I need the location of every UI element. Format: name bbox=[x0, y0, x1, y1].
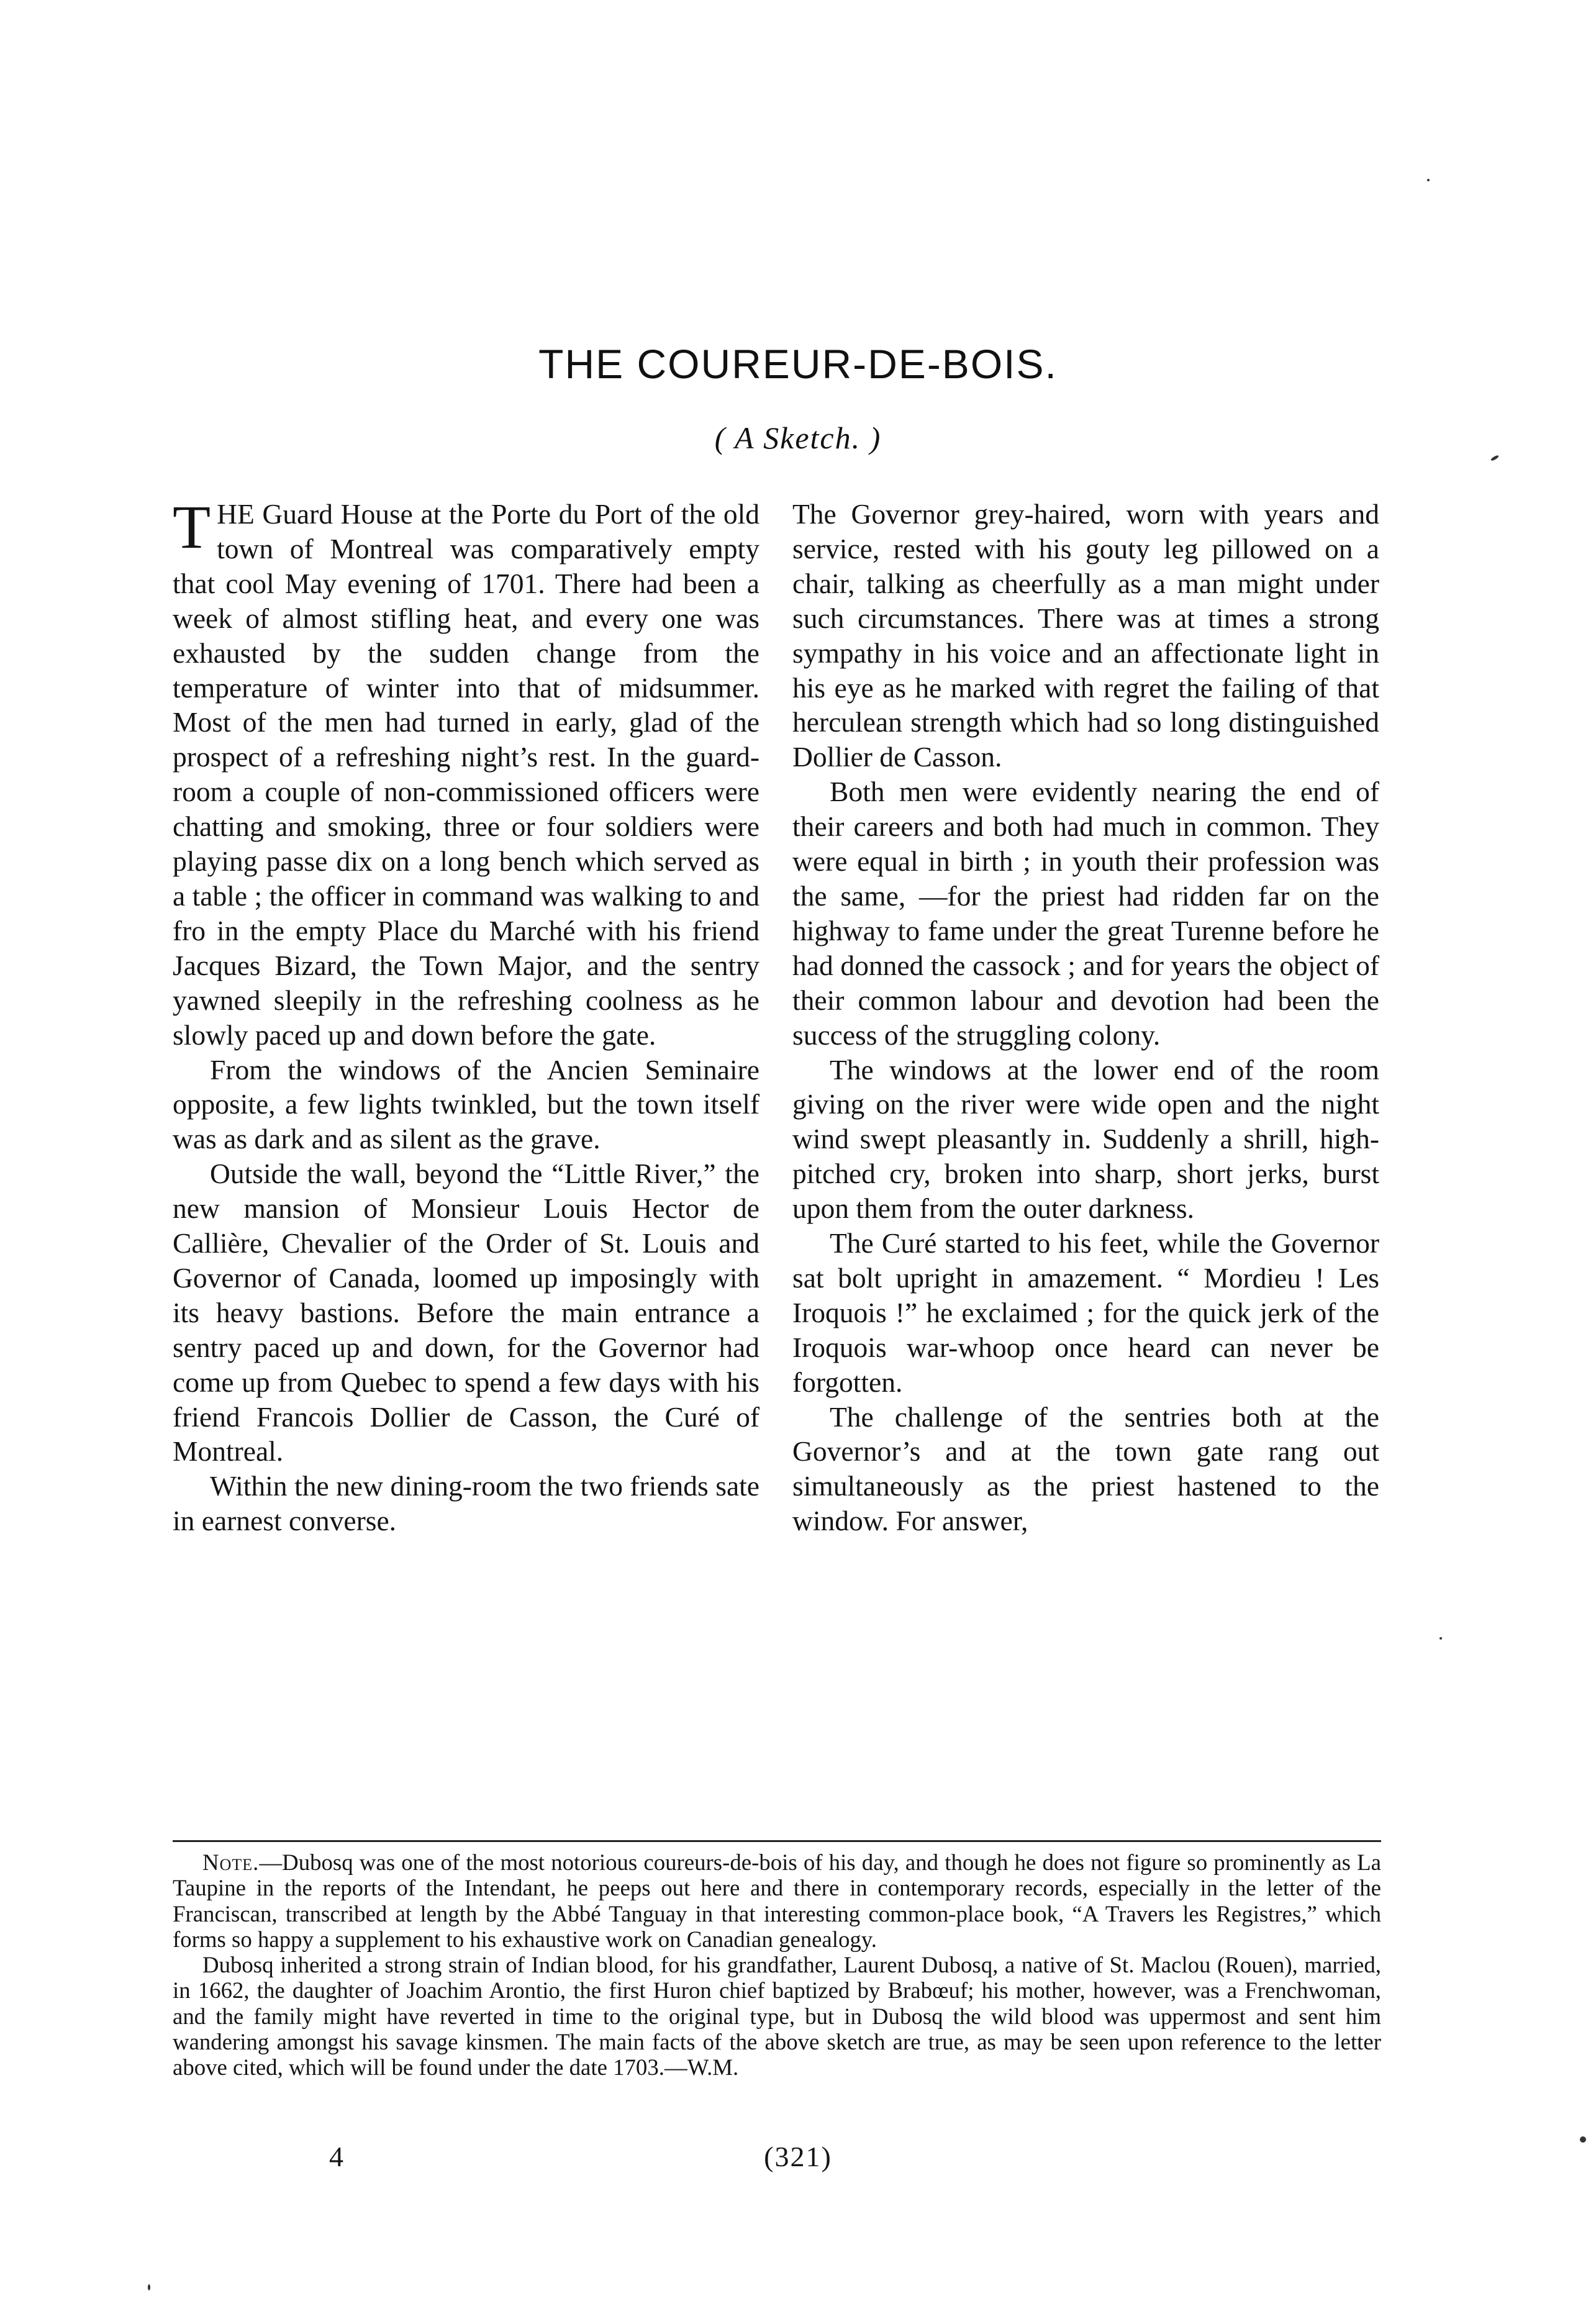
print-speck bbox=[1427, 179, 1430, 181]
article-subtitle: ( A Sketch. ) bbox=[714, 420, 882, 455]
footnote-divider bbox=[173, 1840, 1381, 1842]
paragraph-5: The Governor grey-haired, worn with years and service, rested with his gouty leg pillowed on a chair, talking as cheerfully as a man might under such circumstances. There was at times a strong sympathy in his voice and an affectionate light in his eye as he marked with regret the failing of that herculean strength which had so long distinguished Dollier de Casson. bbox=[792, 498, 1379, 773]
print-speck bbox=[148, 2284, 150, 2290]
signature-mark: 4 bbox=[329, 2141, 343, 2172]
paragraph-8: The Curé started to his feet, while the Governor sat bolt upright in amazement. “ Mordieu ! Les Iroquois !” he exclaimed ; for the quick jerk of the Iroquois war-whoop once heard can never be forgotten. bbox=[792, 1227, 1379, 1398]
paragraph-4: Within the new dining-room the two friends sate in earnest converse. bbox=[173, 1470, 759, 1537]
footnote bbox=[173, 1849, 1381, 2081]
footnote-paragraph-2: Dubosq inherited a strong strain of Indian blood, for his grandfather, Laurent Dubosq, a native of St. Maclou (Rouen), married, in 1662, the daughter of Joachim Arontio, the first Huron chief baptized by Brabœuf; his mother, however, was a Frenchwoman, and the family might have reverted in time to the original type, but in Dubosq the wild blood was uppermost and sent him wandering amongst his savage kinsmen. The main facts of the above sketch are true, as may be seen upon reference to the letter above cited, which will be found under the date 1703.—W.M. bbox=[173, 1952, 1381, 2081]
paragraph-2: From the windows of the Ancien Seminaire opposite, a few lights twinkled, but the town itself was as dark and as silent as the grave. bbox=[173, 1053, 759, 1155]
print-speck bbox=[1440, 1637, 1442, 1640]
footnote-label: Note. bbox=[202, 1849, 260, 1875]
page-number: (321) bbox=[764, 2141, 832, 2172]
paragraph-1 bbox=[173, 492, 759, 1053]
paragraph-6: Both men were evidently nearing the end of their careers and both had much in common. They were equal in birth ; in youth their profession was the same, —for the priest had ridden far on the highway to fame under the great Turenne before he had donned the cassock ; and for years the object of their common labour and devotion had been the success of the struggling colony. bbox=[792, 776, 1379, 1051]
footnote-paragraph-1 bbox=[173, 1849, 1381, 1952]
paragraph-1-text: HE Guard House at the Porte du Port of the old town of Montreal was comparatively empty that cool May evening of 1701. There had been a week of almost stifling heat, and every one was exhausted by the sudden change from the temperature of winter into that of midsummer. Most of the men had turned in early, glad of the prospect of a refreshing night’s rest. In the guard-room a couple of non-commissioned officers were chatting and smoking, three or four soldiers were playing passe dix on a long bench which served as a table ; the officer in command was walking to and fro in the empty Place du Marché with his friend Jacques Bizard, the Town Major, and the sentry yawned sleepily in the refreshing coolness as he slowly paced up and down before the gate. bbox=[173, 498, 759, 1051]
print-speck bbox=[1580, 2136, 1586, 2143]
paragraph-9: The challenge of the sentries both at the Governor’s and at the town gate rang out simultaneously as the priest hastened to the window. For answer, bbox=[792, 1400, 1379, 1537]
footnote-text-1: —Dubosq was one of the most notorious coureurs-de-bois of his day, and though he does not figure so prominently as La Taupine in the reports of the Intendant, he peeps out here and there in contemporary records, especially in the letter of the Franciscan, transcribed at length by the Abbé Tanguay in that interesting common-place book, “A Travers les Registres,” which forms so happy a supplement to his exhaustive work on Canadian genealogy. bbox=[173, 1849, 1381, 1952]
right-column bbox=[792, 497, 1379, 1538]
article-title: THE COUREUR-DE-BOIS. bbox=[538, 341, 1058, 387]
paragraph-7: The windows at the lower end of the room giving on the river were wide open and the night wind swept pleasantly in. Suddenly a shrill, high-pitched cry, broken into sharp, short jerks, burst upon them from the outer darkness. bbox=[792, 1053, 1379, 1225]
left-column bbox=[173, 492, 759, 1538]
paragraph-3: Outside the wall, beyond the “Little River,” the new mansion of Monsieur Louis Hector de Callière, Chevalier of the Order of St. Louis and Governor of Canada, loomed up imposingly with its heavy bastions. Before the main entrance a sentry paced up and down, for the Governor had come up from Quebec to spend a few days with his friend Francois Dollier de Casson, the Curé of Montreal. bbox=[173, 1158, 759, 1468]
drop-cap: T bbox=[173, 492, 211, 561]
